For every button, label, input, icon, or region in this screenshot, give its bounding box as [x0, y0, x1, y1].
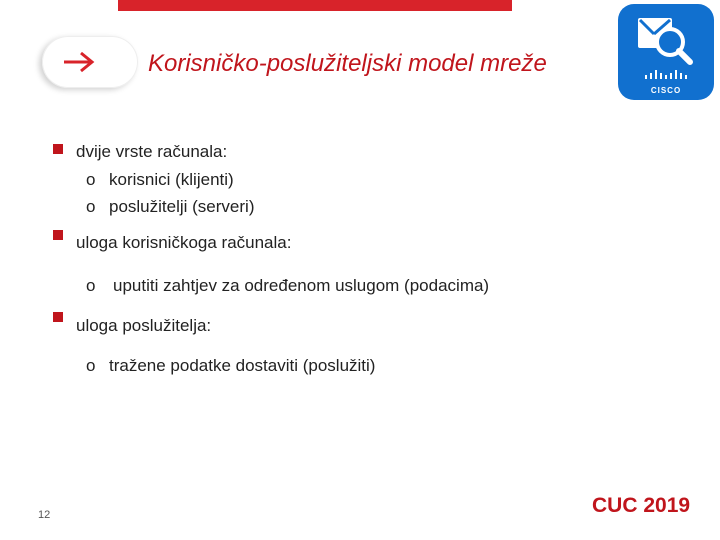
- bullet-marker: [53, 230, 63, 240]
- sub-bullet-text: poslužitelji (serveri): [109, 197, 255, 216]
- bullet-marker: [53, 144, 63, 154]
- page-number: 12: [38, 509, 51, 521]
- bullet-marker: [53, 312, 63, 322]
- cisco-wordmark: CISCO: [650, 86, 682, 95]
- sub-bullet-text: korisnici (klijenti): [109, 170, 234, 189]
- sub-bullet-marker: o: [86, 197, 96, 216]
- footer-brand: CUC 2019: [592, 494, 691, 517]
- sub-bullet-text: tražene podatke dostaviti (poslužiti): [109, 356, 376, 375]
- slide-title: Korisničko-poslužiteljski model mreže: [148, 50, 547, 77]
- sub-bullet-text: uputiti zahtjev za određenom uslugom (podacima): [113, 276, 490, 295]
- bullet-text: uloga korisničkoga računala:: [76, 233, 292, 252]
- sub-bullet-marker: o: [86, 356, 96, 375]
- title-arrow-badge: [42, 36, 138, 88]
- arrow-right-icon: [62, 51, 96, 73]
- top-accent-bar: [118, 0, 512, 11]
- bullet-text: uloga poslužitelja:: [76, 316, 212, 335]
- sub-bullet-marker: o: [86, 170, 96, 189]
- sub-bullet-marker: o: [86, 276, 96, 295]
- bullet-text: dvije vrste računala:: [76, 142, 228, 161]
- cisco-webex-magnifier-icon: [618, 4, 714, 84]
- cisco-logo: [618, 4, 714, 100]
